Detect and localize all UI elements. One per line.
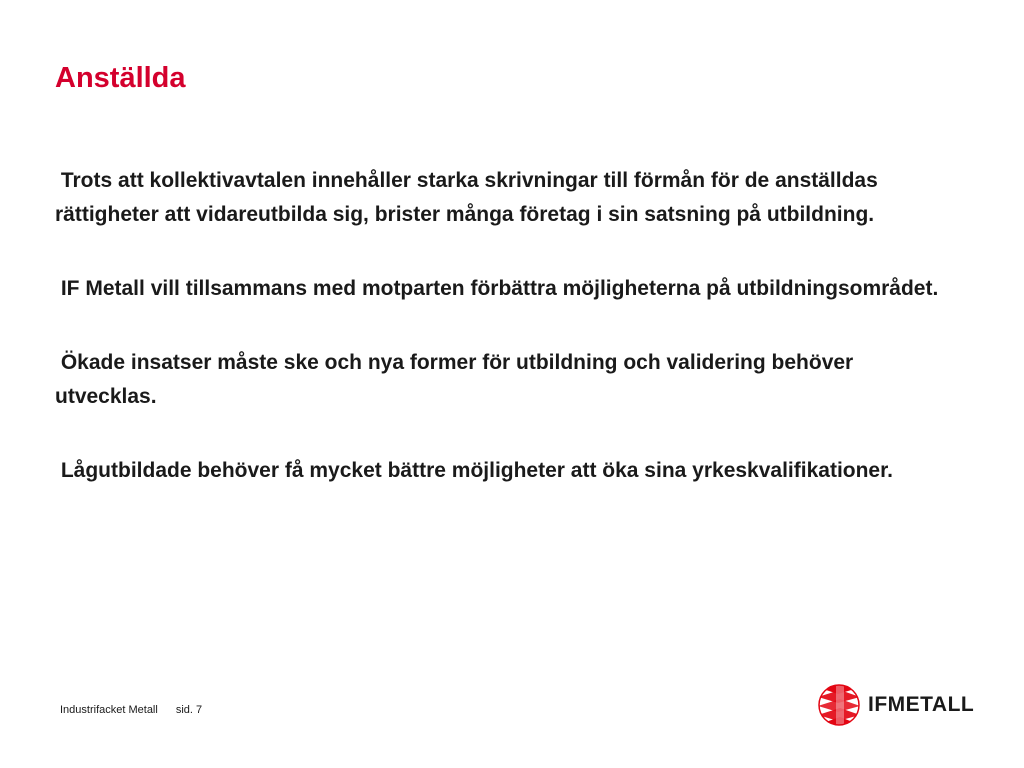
paragraph-3: Ökade insatser måste ske och nya former för utbildning och validering behöver utvecklas. xyxy=(55,351,860,408)
paragraph-4: Lågutbildade behöver få mycket bättre möjligheter att öka sina yrkeskvalifikationer. xyxy=(55,459,893,482)
slide-title: Anställda xyxy=(55,62,186,94)
slide-footer xyxy=(60,703,202,717)
footer-organization: Industrifacket Metall xyxy=(60,704,158,716)
slide-body xyxy=(55,164,955,528)
paragraph-2: IF Metall vill tillsammans med motparten förbättra möjligheterna på utbildningsområdet. xyxy=(55,277,939,300)
if-metall-logo xyxy=(818,680,988,730)
paragraph-1: Trots att kollektivavtalen innehåller starka skrivningar till förmån för de anställdas rättigheter att vidareutbilda sig, brister många företag i sin satsning på utbildning. xyxy=(55,169,884,226)
logo-wordmark: IFMETALL xyxy=(868,693,975,716)
if-metall-logo-icon xyxy=(818,680,862,730)
footer-page-number: sid. 7 xyxy=(175,704,203,716)
